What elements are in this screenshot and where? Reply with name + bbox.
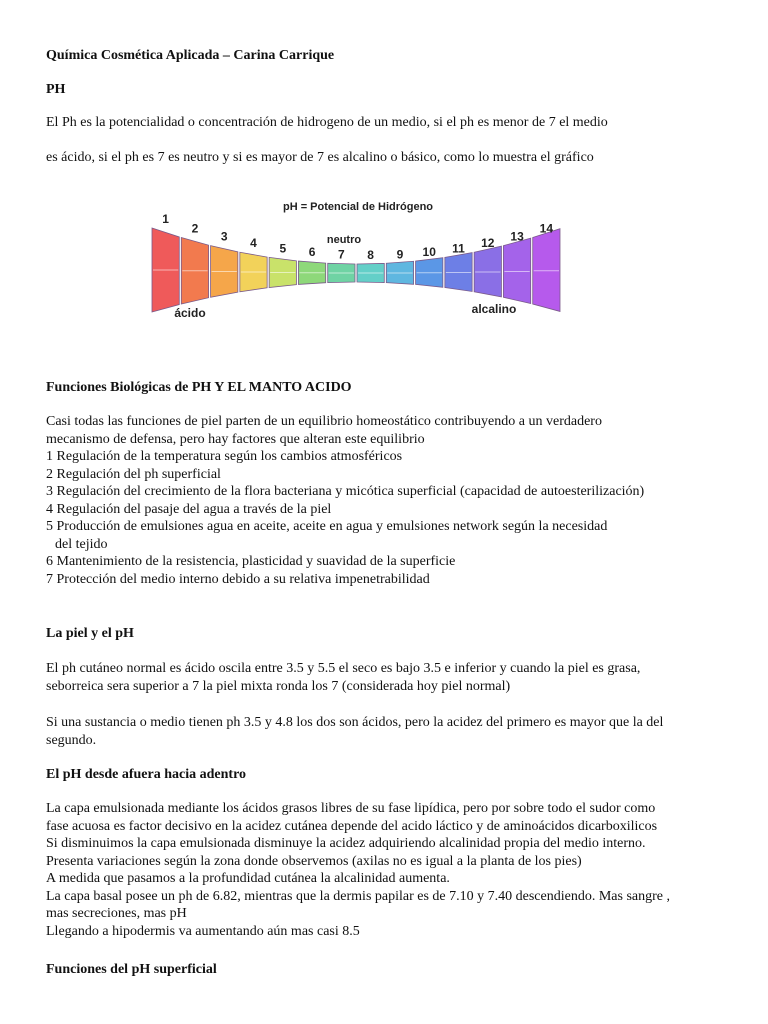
- ph-number-label: 7: [338, 247, 345, 262]
- ph-number-label: 5: [279, 241, 287, 256]
- ph-number-label: 1: [162, 212, 169, 226]
- funciones-intro-line: Casi todas las funciones de piel parten de un equilibrio homeostático contribuyendo a un verdadero: [46, 414, 602, 429]
- ph-number-label: 14: [539, 221, 554, 236]
- document-title: Química Cosmética Aplicada – Carina Carrique: [46, 48, 335, 63]
- funciones-list-item: 3 Regulación del crecimiento de la flora bacteriana y micótica superficial (capacidad de autoesterilización): [46, 484, 645, 499]
- funciones-list-item: 6 Mantenimiento de la resistencia, plasticidad y suavidad de la superficie: [46, 554, 456, 569]
- ph-scale-figure: [148, 194, 566, 324]
- ph-swatch-13: [503, 238, 530, 303]
- piel-p2-line: segundo.: [46, 732, 97, 748]
- funciones-intro-line: mecanismo de defensa, pero hay factores que alteran este equilibrio: [46, 431, 425, 447]
- piel-p1-line: El ph cutáneo normal es ácido oscila entre 3.5 y 5.5 el seco es bajo 3.5 e inferior y cuando la piel es grasa,: [46, 661, 641, 676]
- acid-label: ácido: [174, 306, 206, 320]
- heading-funciones: Funciones Biológicas de PH Y EL MANTO ACIDO: [46, 380, 352, 395]
- afuera-line: A medida que pasamos a la profundidad cutánea la alcalinidad aumenta.: [46, 871, 450, 886]
- afuera-line: fase acuosa es factor decisivo en la acidez cutánea depende del acido láctico y de aminoácidos dicarboxilicos: [46, 818, 658, 834]
- afuera-line: Si disminuimos la capa emulsionada disminuye la acidez adquiriendo alcalinidad propia del medio interno.: [46, 836, 646, 851]
- afuera-line: Llegando a hipodermis va aumentando aún mas casi 8.5: [46, 923, 360, 939]
- afuera-line: La capa basal posee un ph de 6.82, mientras que la dermis papilar es de 7.10 y 7.40 descendiendo. Mas sangre ,: [46, 888, 670, 904]
- heading-piel: La piel y el pH: [46, 626, 134, 641]
- afuera-paragraph: [46, 800, 670, 940]
- piel-p2-line: Si una sustancia o medio tienen ph 3.5 y 4.8 los dos son ácidos, pero la acidez del primero es mayor que la del: [46, 715, 664, 730]
- ph-number-label: 8: [367, 248, 374, 262]
- ph-swatch-14: [533, 229, 560, 312]
- heading-superficial: Funciones del pH superficial: [46, 962, 217, 977]
- ph-number-label: 11: [452, 241, 465, 256]
- neutral-label: neutro: [326, 234, 362, 246]
- piel-paragraph-2: [46, 714, 663, 749]
- heading-ph: PH: [46, 82, 66, 97]
- afuera-line: La capa emulsionada mediante los ácidos grasos libres de su fase lipídica, pero por sobre todo el sudor como: [46, 801, 656, 816]
- ph-number-label: 12: [481, 236, 495, 251]
- funciones-block: [46, 413, 644, 588]
- figure-title: pH = Potencial de Hidrógeno: [282, 201, 434, 213]
- piel-p1-line: seborreica sera superior a 7 la piel mixta ronda los 7 (considerada hoy piel normal): [46, 678, 511, 694]
- funciones-list-item-continuation: del tejido: [55, 536, 108, 552]
- funciones-list-item: 7 Protección del medio interno debido a su relativa impenetrabilidad: [46, 571, 430, 587]
- funciones-list-item: 4 Regulación del pasaje del agua a través de la piel: [46, 501, 332, 517]
- alkaline-label: alcalino: [471, 302, 517, 316]
- ph-number-label: 3: [220, 229, 228, 244]
- funciones-list-item: 2 Regulación del ph superficial: [46, 466, 221, 482]
- ph-number-label: 2: [191, 221, 199, 236]
- piel-paragraph-1: [46, 660, 640, 695]
- funciones-list-item: 1 Regulación de la temperatura según los cambios atmosféricos: [46, 449, 403, 464]
- ph-number-label: 4: [250, 236, 257, 251]
- ph-number-label: 13: [510, 229, 524, 244]
- afuera-line: Presenta variaciones según la zona donde observemos (axilas no es igual a la planta de los pies): [46, 853, 582, 869]
- funciones-list-item: 5 Producción de emulsiones agua en aceite, aceite en agua y emulsiones network según la necesidad: [46, 519, 608, 534]
- afuera-line: mas secreciones, mas pH: [46, 906, 187, 921]
- ph-number-label: 10: [422, 245, 436, 260]
- heading-afuera: El pH desde afuera hacia adentro: [46, 767, 247, 782]
- intro-line-2: es ácido, si el ph es 7 es neutro y si es mayor de 7 es alcalino o básico, como lo muestra el gráfico: [46, 150, 594, 165]
- ph-swatch-12: [474, 246, 501, 297]
- intro-line-1: El Ph es la potencialidad o concentración de hidrogeno de un medio, si el ph es menor de 7 el medio: [46, 115, 608, 130]
- ph-number-label: 9: [396, 247, 404, 262]
- ph-number-label: 6: [308, 245, 316, 260]
